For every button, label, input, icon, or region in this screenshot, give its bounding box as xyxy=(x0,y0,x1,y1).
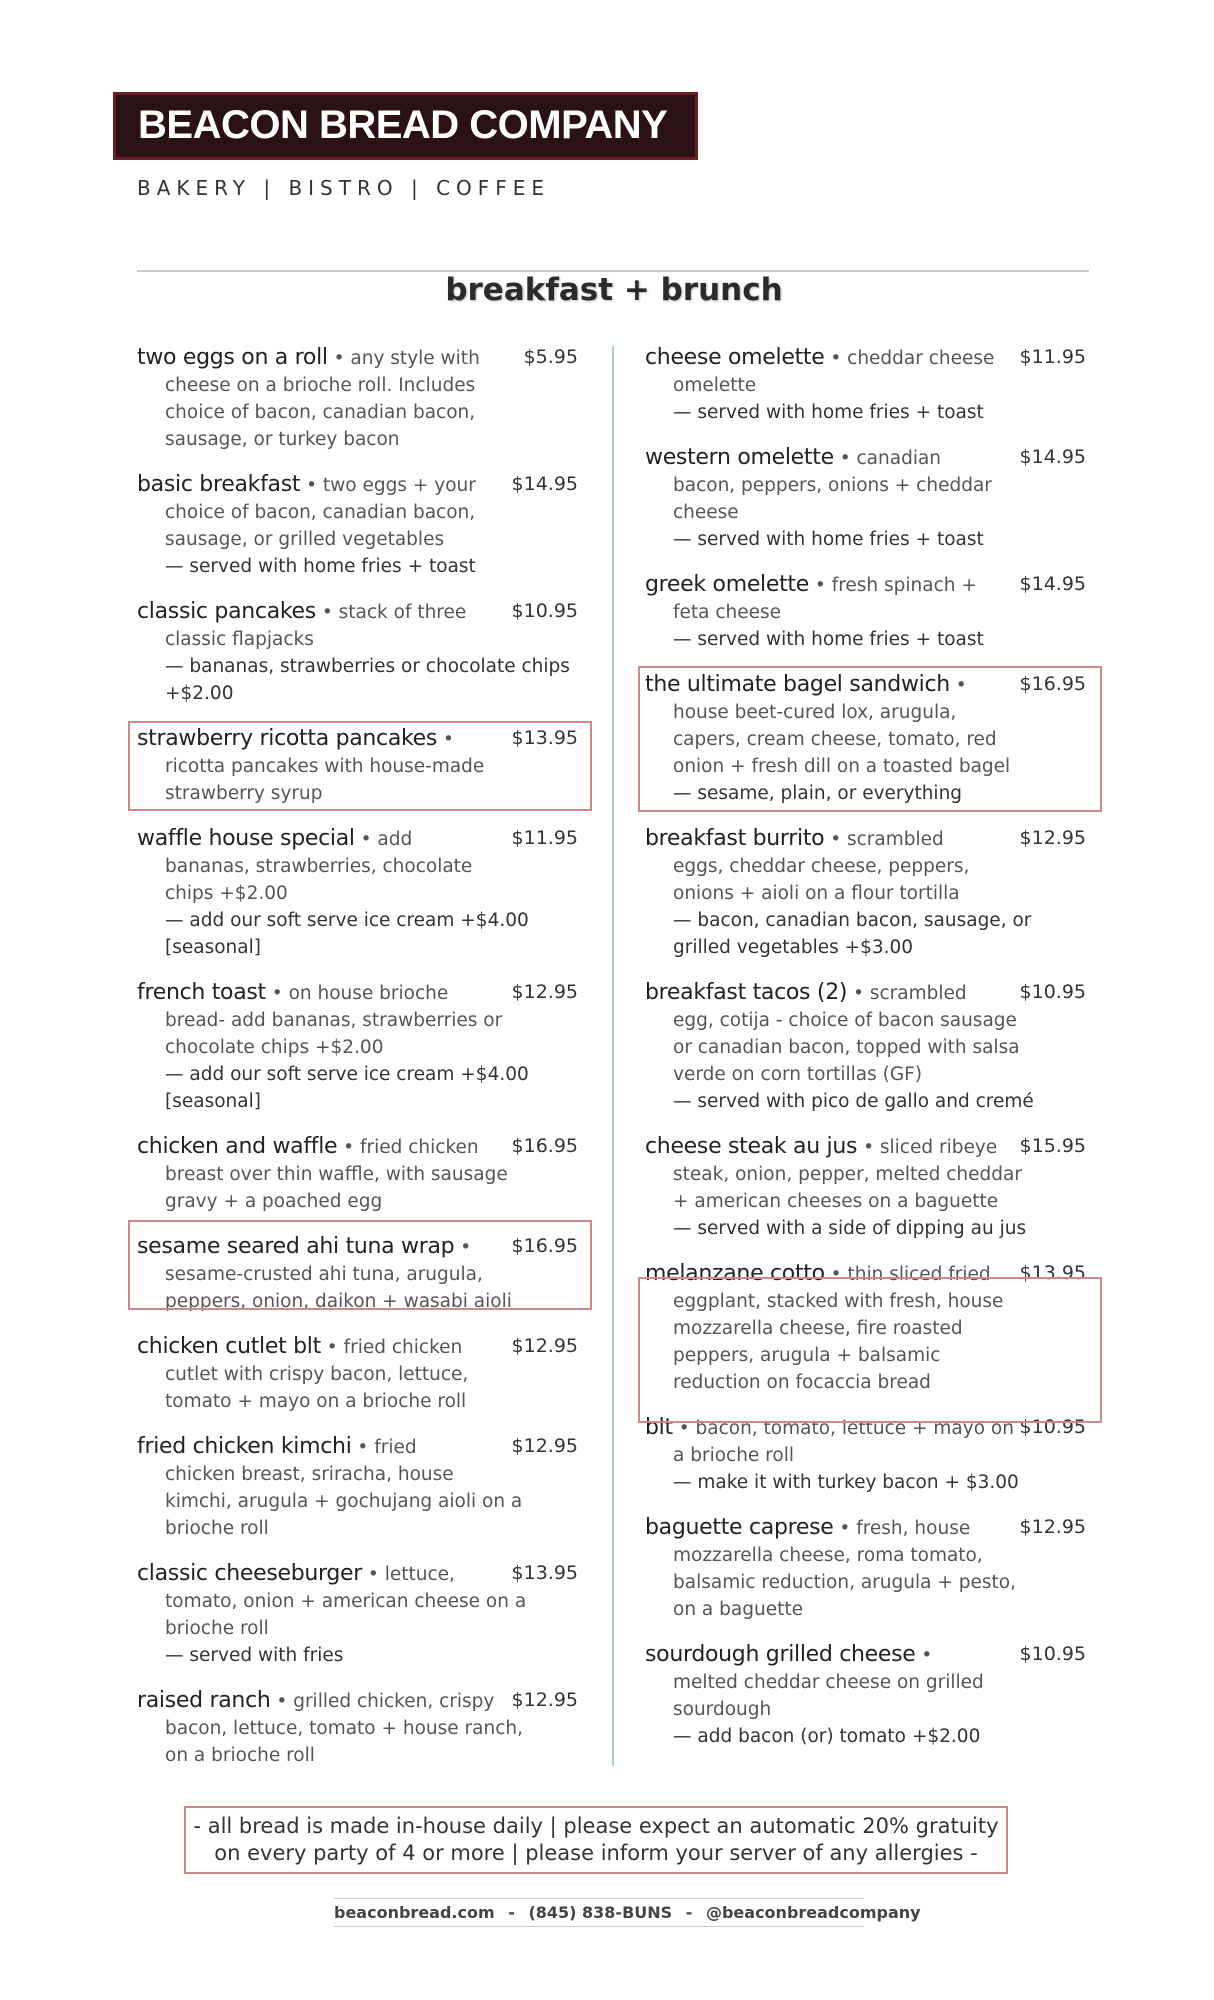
item-note: — served with home fries + toast xyxy=(673,402,984,423)
item-note: — add our soft serve ice cream +$4.00 [seasonal] xyxy=(165,1064,529,1112)
item-description-line: mozzarella cheese, fire roasted xyxy=(673,1318,963,1339)
item-description-line: capers, cream cheese, tomato, red xyxy=(673,729,997,750)
item-description: on house brioche xyxy=(288,983,449,1004)
contact-separator: - xyxy=(508,1903,515,1922)
item-name: breakfast burrito xyxy=(645,826,825,851)
menu-item xyxy=(645,1133,1090,1242)
item-bullet: • xyxy=(327,348,351,369)
item-bullet: • xyxy=(265,983,289,1004)
item-description-line: bananas, strawberries, chocolate xyxy=(165,856,473,877)
item-price: $14.95 xyxy=(511,473,578,495)
item-price: $12.95 xyxy=(1019,1516,1086,1538)
item-description: bacon, tomato, lettuce + mayo on xyxy=(695,1418,1014,1439)
menu-item xyxy=(645,444,1090,553)
item-name: raised ranch xyxy=(137,1688,271,1713)
item-description-line: brioche roll xyxy=(165,1618,269,1639)
item-description-line: or canadian bacon, topped with salsa xyxy=(673,1037,1020,1058)
item-price: $11.95 xyxy=(511,827,578,849)
item-description-line: egg, cotija - choice of bacon sausage xyxy=(673,1010,1017,1031)
tagline: BAKERY | BISTRO | COFFEE xyxy=(137,176,551,200)
item-note: — served with home fries + toast xyxy=(165,556,476,577)
item-bullet: • xyxy=(362,1564,385,1585)
item-description-line: steak, onion, pepper, melted cheddar xyxy=(673,1164,1022,1185)
item-description-line: chocolate chips +$2.00 xyxy=(165,1037,384,1058)
left-menu-column xyxy=(137,344,582,1787)
item-bullet: • xyxy=(847,983,870,1004)
item-description-line: classic flapjacks xyxy=(165,629,314,650)
item-description-line: brioche roll xyxy=(165,1518,269,1539)
social-handle[interactable]: @beaconbreadcompany xyxy=(705,1903,921,1922)
highlight-box-strawberry-ricotta xyxy=(128,721,592,811)
item-name: breakfast tacos (2) xyxy=(645,980,848,1005)
item-bullet: • xyxy=(454,1237,472,1258)
item-name: baguette caprese xyxy=(645,1515,834,1540)
item-bullet: • xyxy=(270,1691,294,1712)
item-bullet: • xyxy=(857,1137,880,1158)
item-price: $12.95 xyxy=(511,981,578,1003)
item-description-line: sausage, or grilled vegetables xyxy=(165,529,445,550)
phone-number[interactable]: (845) 838-BUNS xyxy=(528,1903,673,1922)
menu-item xyxy=(137,825,582,961)
item-description-line: bacon, peppers, onions + cheddar xyxy=(673,475,992,496)
item-bullet: • xyxy=(337,1137,360,1158)
item-bullet: • xyxy=(351,1437,375,1458)
menu-item xyxy=(137,1133,582,1215)
item-bullet: • xyxy=(833,1518,857,1539)
item-bullet: • xyxy=(315,602,339,623)
item-description-line: peppers, onion, daikon + wasabi aioli xyxy=(165,1291,512,1312)
item-name: chicken cutlet blt xyxy=(137,1334,321,1359)
item-name: two eggs on a roll xyxy=(137,345,328,370)
item-description-line: bacon, lettuce, tomato + house ranch, xyxy=(165,1718,524,1739)
item-heading xyxy=(137,344,582,372)
item-price: $10.95 xyxy=(1019,981,1086,1003)
item-description-line: eggs, cheddar cheese, peppers, xyxy=(673,856,970,877)
brand-banner xyxy=(113,92,698,160)
item-description-line: reduction on focaccia bread xyxy=(673,1372,931,1393)
item-description: fried xyxy=(374,1437,417,1458)
item-note: — make it with turkey bacon + $3.00 xyxy=(673,1472,1019,1493)
item-note: — bananas, strawberries or chocolate chips +$2.00 xyxy=(165,656,570,704)
highlight-box-bagel-sandwich xyxy=(638,666,1102,812)
item-price: $14.95 xyxy=(1019,446,1086,468)
item-name: blt xyxy=(645,1415,673,1440)
item-description-line: bread- add bananas, strawberries or xyxy=(165,1010,503,1031)
item-price: $10.95 xyxy=(1019,1416,1086,1438)
contact-separator: - xyxy=(685,1903,693,1922)
item-description: cheddar cheese xyxy=(847,348,995,369)
item-note: — served with pico de gallo and cremé xyxy=(673,1091,1034,1112)
item-bullet: • xyxy=(824,829,847,850)
item-description: fresh spinach + xyxy=(831,575,977,596)
item-description-line: tomato + mayo on a brioche roll xyxy=(165,1391,467,1412)
item-description-line: onions + aioli on a flour tortilla xyxy=(673,883,960,904)
item-description: canadian xyxy=(856,448,942,469)
item-name: fried chicken kimchi xyxy=(137,1434,352,1459)
menu-item xyxy=(645,1414,1090,1496)
item-price: $10.95 xyxy=(511,600,578,622)
item-description: any style with xyxy=(350,348,480,369)
item-description-line: feta cheese xyxy=(673,602,782,623)
menu-item xyxy=(137,1333,582,1415)
item-description-line: sausage, or turkey bacon xyxy=(165,429,400,450)
item-description-line: verde on corn tortillas (GF) xyxy=(673,1064,923,1085)
item-name: greek omelette xyxy=(645,572,809,597)
footer-notice xyxy=(184,1806,1008,1874)
item-description-line: eggplant, stacked with fresh, house xyxy=(673,1291,1004,1312)
item-bullet: • xyxy=(809,575,832,596)
item-name: classic cheeseburger xyxy=(137,1561,363,1586)
menu-item xyxy=(645,1514,1090,1623)
item-price: $11.95 xyxy=(1019,346,1086,368)
item-note: — add bacon (or) tomato +$2.00 xyxy=(673,1726,981,1747)
item-description-line: cheese on a brioche roll. Includes xyxy=(165,375,476,396)
item-note: — add our soft serve ice cream +$4.00 [seasonal] xyxy=(165,910,529,958)
brand-name: BEACON BREAD COMPANY xyxy=(138,103,668,147)
item-name: sourdough grilled cheese xyxy=(645,1642,916,1667)
item-description-line: on a baguette xyxy=(673,1599,803,1620)
item-description: add xyxy=(377,829,413,850)
item-description: fresh, house xyxy=(856,1518,971,1539)
item-price: $13.95 xyxy=(511,1562,578,1584)
item-note: — served with a side of dipping au jus xyxy=(673,1218,1027,1239)
item-bullet: • xyxy=(833,448,857,469)
menu-item xyxy=(645,1641,1090,1750)
item-description: sliced ribeye xyxy=(879,1137,998,1158)
item-description-line: chicken breast, sriracha, house xyxy=(165,1464,454,1485)
item-description-line: on a brioche roll xyxy=(165,1745,315,1766)
item-description-line: mozzarella cheese, roma tomato, xyxy=(673,1545,983,1566)
highlight-box-ahi-tuna xyxy=(128,1220,592,1310)
menu-item xyxy=(645,344,1090,426)
item-bullet: • xyxy=(354,829,378,850)
item-note: — served with home fries + toast xyxy=(673,629,984,650)
item-description-line: strawberry syrup xyxy=(165,783,323,804)
menu-item xyxy=(645,825,1090,961)
item-description: grilled chicken, crispy xyxy=(293,1691,495,1712)
item-bullet: • xyxy=(949,675,967,696)
item-note: — served with fries xyxy=(165,1645,344,1666)
item-name: classic pancakes xyxy=(137,599,316,624)
item-description-line: breast over thin waffle, with sausage xyxy=(165,1164,508,1185)
item-price: $12.95 xyxy=(1019,827,1086,849)
item-name: chicken and waffle xyxy=(137,1134,338,1159)
menu-item xyxy=(645,571,1090,653)
item-description-line: melted cheddar cheese on grilled xyxy=(673,1672,984,1693)
item-description: two eggs + your xyxy=(322,475,476,496)
item-description-line: house beet-cured lox, arugula, xyxy=(673,702,957,723)
menu-item xyxy=(137,1687,582,1769)
menu-item xyxy=(137,471,582,580)
item-description-line: onion + fresh dill on a toasted bagel xyxy=(673,756,1011,777)
item-description-line: sesame-crusted ahi tuna, arugula, xyxy=(165,1264,483,1285)
item-note: — served with home fries + toast xyxy=(673,529,984,550)
item-description-line: + american cheeses on a baguette xyxy=(673,1191,999,1212)
item-price: $15.95 xyxy=(1019,1135,1086,1157)
item-description-line: tomato, onion + american cheese on a xyxy=(165,1591,527,1612)
menu-item xyxy=(137,1433,582,1542)
item-description-line: omelette xyxy=(673,375,757,396)
item-bullet: • xyxy=(672,1418,696,1439)
item-description-line: a brioche roll xyxy=(673,1445,794,1466)
item-price: $13.95 xyxy=(1019,1262,1086,1284)
item-name: basic breakfast xyxy=(137,472,301,497)
item-price: $5.95 xyxy=(523,346,578,368)
item-name: western omelette xyxy=(645,445,834,470)
item-description-line: kimchi, arugula + gochujang aioli on a xyxy=(165,1491,523,1512)
item-description: fried chicken xyxy=(359,1137,479,1158)
item-description-line: gravy + a poached egg xyxy=(165,1191,383,1212)
item-name: cheese omelette xyxy=(645,345,825,370)
item-note: — bacon, canadian bacon, sausage, or grilled vegetables +$3.00 xyxy=(673,910,1032,958)
item-bullet: • xyxy=(824,1264,848,1285)
item-note: — sesame, plain, or everything xyxy=(673,783,963,804)
item-price: $10.95 xyxy=(1019,1643,1086,1665)
item-description-line: chips +$2.00 xyxy=(165,883,288,904)
item-description-line: ricotta pancakes with house-made xyxy=(165,756,485,777)
item-price: $13.95 xyxy=(511,727,578,749)
menu-item xyxy=(137,1560,582,1669)
item-price: $16.95 xyxy=(1019,673,1086,695)
menu-item xyxy=(645,979,1090,1115)
section-title: breakfast + brunch xyxy=(445,272,783,308)
item-description-line: sourdough xyxy=(673,1699,772,1720)
item-name: melanzane cotto xyxy=(645,1261,825,1286)
item-description-line: peppers, arugula + balsamic xyxy=(673,1345,941,1366)
item-description-line: choice of bacon, canadian bacon, xyxy=(165,502,476,523)
item-description-line: choice of bacon, canadian bacon, xyxy=(165,402,476,423)
contact-bar xyxy=(334,1898,921,1927)
item-description: fried chicken xyxy=(343,1337,463,1358)
item-price: $12.95 xyxy=(511,1335,578,1357)
item-name: the ultimate bagel sandwich xyxy=(645,672,950,697)
item-description-line: balsamic reduction, arugula + pesto, xyxy=(673,1572,1016,1593)
item-bullet: • xyxy=(320,1337,344,1358)
item-name: sesame seared ahi tuna wrap xyxy=(137,1234,455,1259)
item-price: $14.95 xyxy=(1019,573,1086,595)
column-divider xyxy=(612,346,614,1766)
highlight-box-melanzane xyxy=(638,1277,1102,1423)
item-bullet: • xyxy=(915,1645,933,1666)
item-name: cheese steak au jus xyxy=(645,1134,858,1159)
item-description: scrambled xyxy=(847,829,944,850)
menu-item xyxy=(137,598,582,707)
item-description: stack of three xyxy=(338,602,467,623)
item-description: scrambled xyxy=(869,983,967,1004)
item-bullet: • xyxy=(437,729,454,750)
item-bullet: • xyxy=(824,348,848,369)
item-description: lettuce, xyxy=(384,1564,455,1585)
item-description: thin sliced fried xyxy=(847,1264,991,1285)
footer-notice-line-2: on every party of 4 or more | please inform your server of any allergies - xyxy=(214,1841,978,1865)
menu-item xyxy=(137,344,582,453)
item-price: $12.95 xyxy=(511,1689,578,1711)
website-link[interactable]: beaconbread.com xyxy=(334,1903,495,1922)
item-name: waffle house special xyxy=(137,826,355,851)
item-description-line: cutlet with crispy bacon, lettuce, xyxy=(165,1364,469,1385)
item-price: $16.95 xyxy=(511,1135,578,1157)
item-name: strawberry ricotta pancakes xyxy=(137,726,438,751)
item-price: $16.95 xyxy=(511,1235,578,1257)
footer-notice-line-1: - all bread is made in-house daily | please expect an automatic 20% gratuity xyxy=(193,1814,999,1838)
item-description-line: cheese xyxy=(673,502,739,523)
item-bullet: • xyxy=(300,475,323,496)
menu-item xyxy=(137,979,582,1115)
right-menu-column xyxy=(645,344,1090,1768)
item-price: $12.95 xyxy=(511,1435,578,1457)
item-name: french toast xyxy=(137,980,266,1005)
